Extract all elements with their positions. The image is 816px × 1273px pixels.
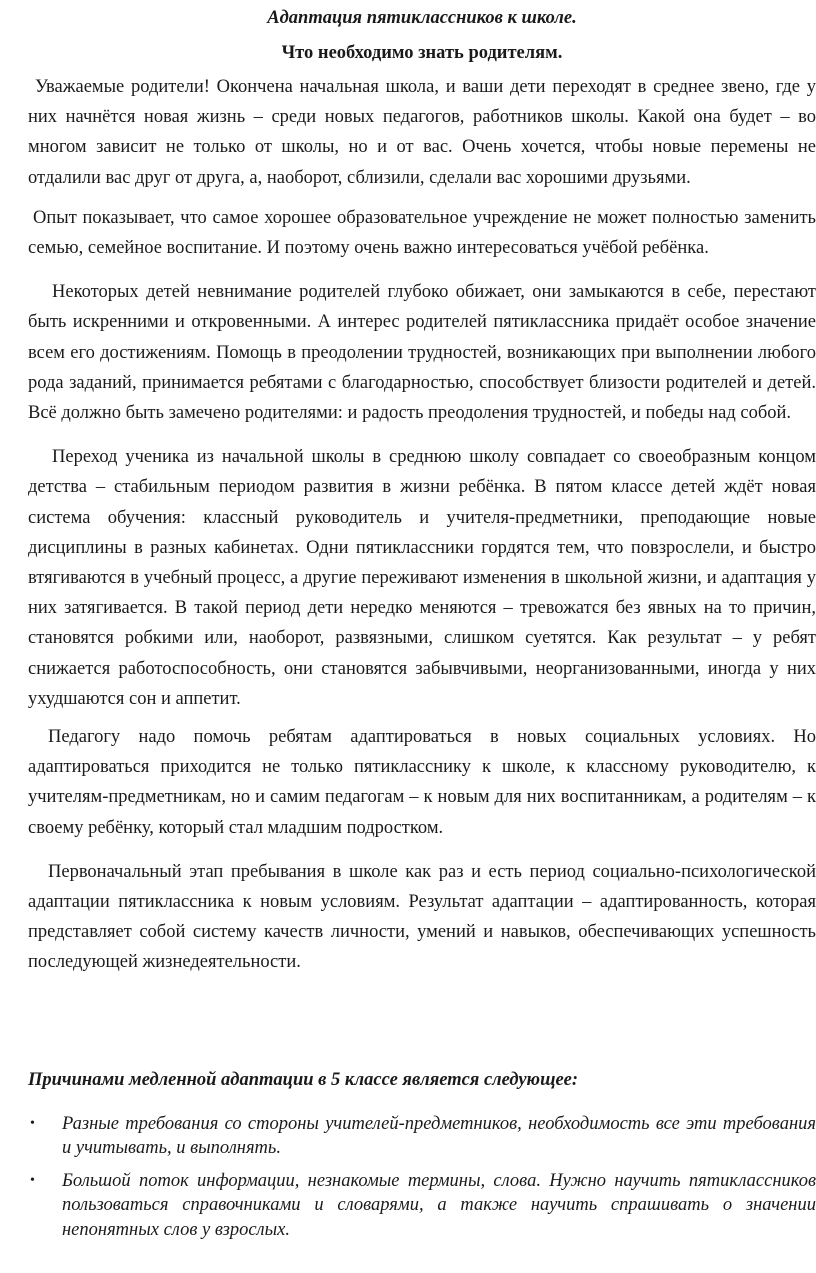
list-item: [28, 1112, 816, 1161]
list-item-text: Разные требования со стороны учителей-предметников, необходимость все эти требования и учитывать, и выполнять.: [62, 1113, 816, 1159]
document-subtitle: Что необходимо знать родителям.: [281, 43, 563, 63]
list-item: [28, 1169, 816, 1243]
paragraph-experience: Опыт показывает, что самое хорошее образовательное учреждение не может полностью заменить семью, семейное воспитание. И поэтому очень важно интересоваться учёбой ребёнка.: [28, 207, 816, 259]
causes-heading: Причинами медленной адаптации в 5 классе является следующее:: [28, 1069, 579, 1090]
paragraph-greeting: Уважаемые родители! Окончена начальная школа, и ваши дети переходят в среднее звено, где у них начнётся новая жизнь – среди новых педагогов, работников школы. Какой она будет – во многом зависит не только от школы, но и от вас. Очень хочется, чтобы новые перемены не отдалили вас друг от друга, а, наоборот, сблизили, сделали вас хорошими друзьями.: [28, 77, 816, 188]
paragraph-teacher-role: Педагогу надо помочь ребятам адаптироваться в новых социальных условиях. Но адаптироваться приходится не только пятикласснику к школе, к классному руководителю, к учителям-предметникам, но и самим педагогам – к новым для них воспитанникам, а родителям – к своему ребёнку, который стал младшим подростком.: [28, 727, 816, 838]
list-item-text: Большой поток информации, незнакомые термины, слова. Нужно научить пятиклассников пользоваться справочниками и словарями, а также научить спрашивать о значении непонятных слов у взрослых.: [62, 1170, 816, 1240]
causes-list: [28, 1112, 816, 1243]
paragraph-adaptation-stage: Первоначальный этап пребывания в школе как раз и есть период социально-психологической адаптации пятиклассника к новым условиям. Результат адаптации – адаптированность, которая представляет собой систему качеств личности, умений и навыков, обеспечивающих успешность последующей жизнедеятельности.: [28, 861, 816, 973]
paragraph-parent-attention: Некоторых детей невнимание родителей глубоко обижает, они замыкаются в себе, перестают быть искренними и откровенными. А интерес родителей пятиклассника придаёт особое значение всем его достижениям. Помощь в преодолении трудностей, возникающих при выполнении любого рода заданий, принимается ребятами с благодарностью, способствует близости родителей и детей. Всё должно быть замечено родителями: и радость преодоления трудностей, и победы над собой.: [28, 282, 816, 424]
document-page: [28, 4, 816, 1250]
document-title: Адаптация пятиклассников к школе.: [267, 8, 577, 28]
bullet-icon: •: [30, 1172, 35, 1188]
bullet-icon: •: [30, 1115, 35, 1131]
paragraph-transition: Переход ученика из начальной школы в среднюю школу совпадает со своеобразным концом детства – стабильным периодом развития в жизни ребёнка. В пятом классе детей ждёт новая система обучения: классный руководитель и учителя-предметники, преподающие новые дисциплины в разных кабинетах. Одни пятиклассники гордятся тем, что повзрослели, и быстро втягиваются в учебный процесс, а другие переживают изменения в школьной жизни, и адаптация у них затягивается. В такой период дети нередко меняются – тревожатся без явных на то причин, становятся робкими или, наоборот, развязными, слишком суетятся. Как результат – у ребят снижается работоспособность, они становятся забывчивыми, неорганизованными, иногда у них ухудшаются сон и аппетит.: [28, 447, 816, 709]
